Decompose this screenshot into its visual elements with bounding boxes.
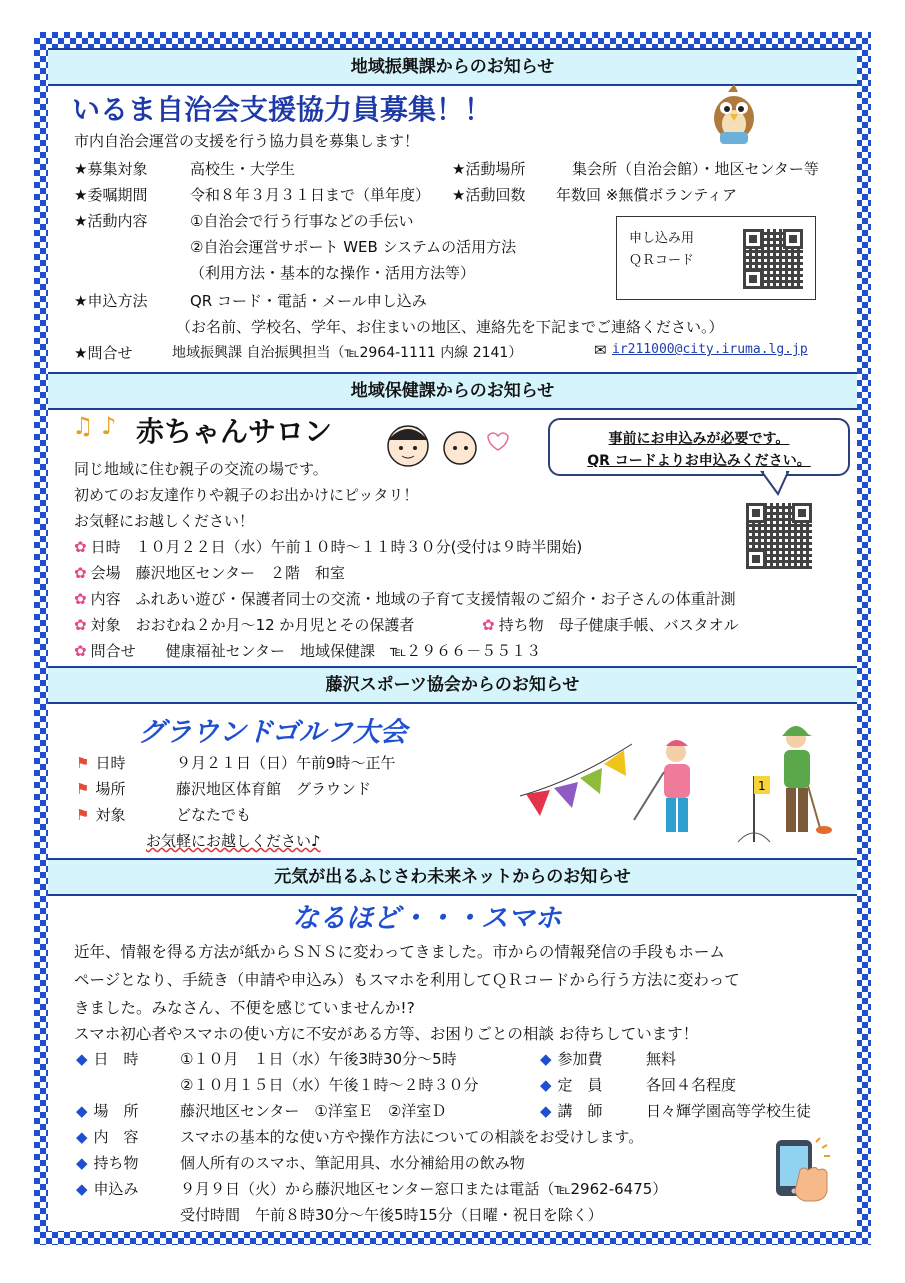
qr-label-1: 申し込み用 — [629, 231, 695, 246]
baby-faces-illustration — [378, 418, 518, 468]
phone-lecturer-label: ◆ 講 師 — [540, 1102, 603, 1120]
section-header-sports: 藤沢スポーツ協会からのお知らせ — [48, 666, 857, 704]
label-target: ★ 募集対象 — [74, 158, 147, 179]
salon-date: ✿ 日時 １０月２２日（水）午前１０時～１１時３０分(受付は９時半開始) — [74, 538, 583, 556]
notice-speech-bubble — [548, 418, 850, 476]
salon-items: ✿ 持ち物 母子健康手帳、バスタオル — [482, 616, 739, 634]
salon-contact: ✿ 問合せ 健康福祉センター 地域保健課 ℡２９６６－５５１３ — [74, 642, 542, 660]
golf-players-illustration — [516, 716, 836, 852]
value-target: 高校生・大学生 — [190, 160, 296, 178]
phone-fee-value: 無料 — [646, 1050, 677, 1068]
phone-fee-label: ◆ 参加費 — [540, 1050, 603, 1068]
value-contact: 地域振興課 自治振興担当（℡2964-1111 内線 2141） — [172, 345, 523, 361]
value-place: 集会所（自治会館）・地区センター等 — [572, 160, 819, 178]
recruit-title: いるま自治会支援協力員募集！！ — [72, 93, 493, 126]
mascot-bird-illustration — [704, 84, 764, 146]
qr-label-2: ＱＲコード — [629, 253, 695, 268]
salon-content: ✿ 内容 ふれあい遊び・保護者同士の交流・地域の子育て支援情報のご紹介・お子さんの体重計測 — [74, 590, 736, 608]
smartphone-hand-icon — [770, 1136, 834, 1202]
value-content-3: （利用方法・基本的な操作・活用方法等） — [190, 264, 476, 282]
phone-apply-label: ◆ 申込み — [76, 1180, 139, 1198]
salon-venue: ✿ 会場 藤沢地区センター ２階 和室 — [74, 564, 345, 582]
smartphone-para-4: スマホ初心者やスマホの使い方に不安がある方等、お困りごとの相談 お待ちしています！ — [74, 1025, 699, 1043]
phone-date-1: ①１０月 １日（水）午後3時30分～5時 — [180, 1050, 457, 1068]
phone-place-value: 藤沢地区センター ①洋室Ｅ ②洋室Ｄ — [180, 1102, 447, 1120]
label-contact: ★ 問合せ — [74, 342, 132, 363]
smartphone-para-2: ページとなり、手続き（申請や申込み）もスマホを利用してＱＲコードから行う方法に変わって — [74, 971, 740, 989]
golf-target-value: どなたでも — [176, 806, 252, 824]
smartphone-para-3: きました。みなさん、不便を感じていませんか!? — [74, 999, 415, 1017]
mail-icon: ✉ — [594, 341, 607, 359]
recruit-intro: 市内自治会運営の支援を行う協力員を募集します！ — [74, 132, 420, 150]
qr-code-application[interactable] — [743, 229, 803, 289]
bubble-line-1: 事前にお申込みが必要です。 — [608, 431, 790, 447]
label-times: ★ 活動回数 — [452, 184, 525, 205]
value-period: 令和８年３月３１日まで（単年度） — [190, 186, 431, 204]
golf-place-label: ⚑ 場所 — [76, 780, 126, 798]
phone-reception-hours: 受付時間 午前８時30分～午後5時15分（日曜・祝日を除く） — [180, 1206, 603, 1224]
value-content-1: ①自治会で行う行事などの手伝い — [190, 212, 414, 230]
salon-desc-2: 初めてのお友達作りや親子のお出かけにピッタリ！ — [74, 486, 419, 504]
label-content: ★ 活動内容 — [74, 210, 147, 231]
apply-note: （お名前、学校名、学年、お住まいの地区、連絡先を下記までご連絡ください。） — [176, 318, 724, 336]
smartphone-para-1: 近年、情報を得る方法が紙からＳＮＳに変わってきました。市からの情報発信の手段もホーム — [74, 943, 725, 961]
music-notes-icon: ♫ ♪ — [72, 412, 117, 440]
phone-items-value: 個人所有のスマホ、筆記用具、水分補給用の飲み物 — [180, 1154, 525, 1172]
salon-target: ✿ 対象 おおむね２か月～12 か月児とその保護者 — [74, 616, 415, 634]
golf-welcome: お気軽にお越しください♪ — [146, 832, 321, 850]
golf-flag-number: 1 — [758, 779, 766, 793]
phone-cap-label: ◆ 定 員 — [540, 1076, 603, 1094]
salon-title: 赤ちゃんサロン — [136, 415, 333, 448]
golf-date-label: ⚑ 日時 — [76, 754, 126, 772]
smartphone-title: なるほど・・・スマホ — [292, 903, 562, 934]
label-apply: ★ 申込方法 — [74, 290, 147, 311]
salon-desc-3: お気軽にお越しください！ — [74, 512, 255, 530]
phone-items-label: ◆ 持ち物 — [76, 1154, 139, 1172]
phone-date-2: ②１０月１５日（水）午後１時～２時３０分 — [180, 1076, 479, 1094]
golf-date-value: ９月２１日（日）午前9時～正午 — [176, 754, 396, 772]
section-header-health: 地域保健課からのお知らせ — [48, 372, 857, 410]
value-content-2: ②自治会運営サポート WEB システムの活用方法 — [190, 238, 517, 256]
value-apply: QR コード・電話・メール申し込み — [190, 292, 427, 310]
phone-content-value: スマホの基本的な使い方や操作方法についての相談をお受けします。 — [180, 1128, 644, 1146]
qr-box — [616, 216, 816, 300]
qr-code-salon[interactable] — [746, 503, 812, 569]
phone-lecturer-value: 日々輝学園高等学校生徒 — [646, 1102, 812, 1120]
salon-desc-1: 同じ地域に住む親子の交流の場です。 — [74, 460, 328, 478]
bubble-line-2: QR コードよりお申込みください。 — [587, 453, 811, 469]
bubble-tail — [760, 470, 790, 496]
section-header-future-net: 元気が出るふじさわ未来ネットからのお知らせ — [48, 858, 857, 896]
phone-place-label: ◆ 場 所 — [76, 1102, 139, 1120]
phone-cap-value: 各回４名程度 — [646, 1076, 737, 1094]
section-header-community: 地域振興課からのお知らせ — [48, 48, 857, 86]
phone-apply-value: ９月９日（火）から藤沢地区センター窓口または電話（℡2962-6475） — [180, 1180, 668, 1198]
phone-content-label: ◆ 内 容 — [76, 1128, 139, 1146]
contact-email-link[interactable]: ir211000@city.iruma.lg.jp — [612, 342, 808, 357]
label-place: ★ 活動場所 — [452, 158, 525, 179]
value-times: 年数回 ※無償ボランティア — [556, 186, 738, 204]
golf-place-value: 藤沢地区体育館 グラウンド — [176, 780, 372, 798]
golf-title: グラウンドゴルフ大会 — [138, 717, 407, 748]
phone-date-label: ◆ 日 時 — [76, 1050, 139, 1068]
label-period: ★ 委嘱期間 — [74, 184, 147, 205]
golf-target-label: ⚑ 対象 — [76, 806, 126, 824]
